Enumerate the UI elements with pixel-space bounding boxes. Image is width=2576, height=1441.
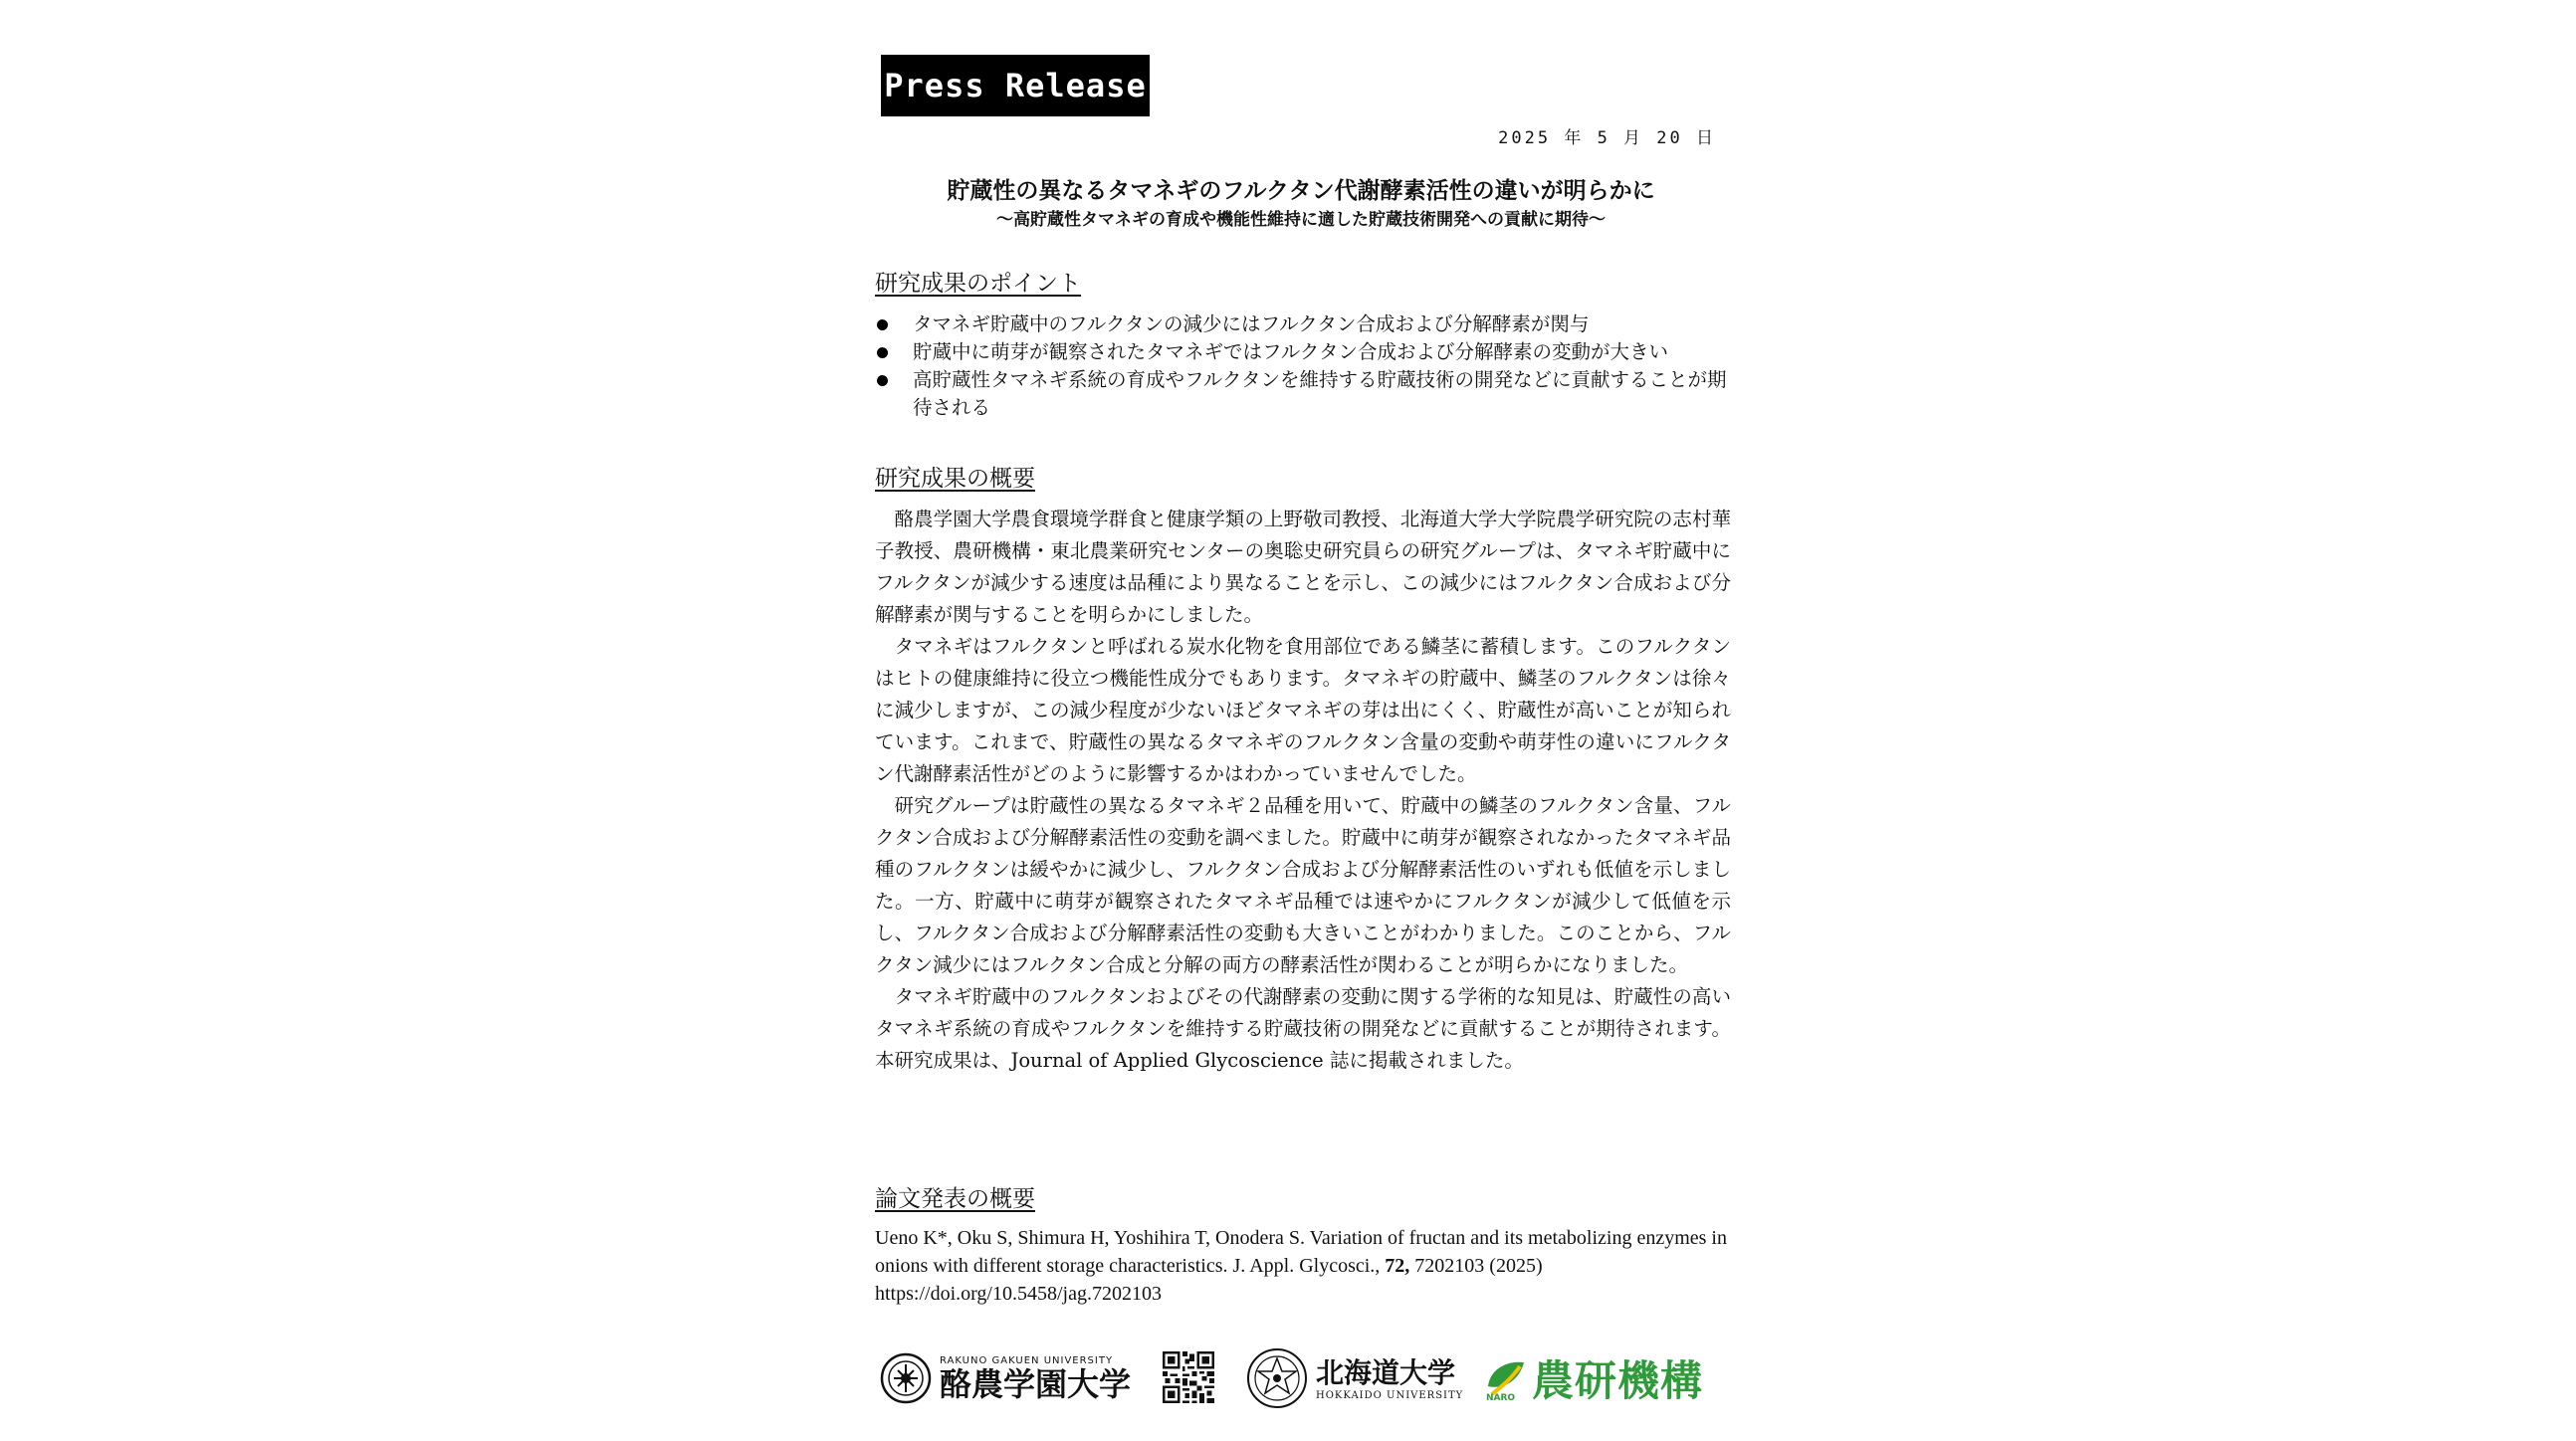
page-title: 貯蔵性の異なるタマネギのフルクタン代謝酵素活性の違いが明らかに [947, 178, 1655, 204]
citation-text: Ueno K*, Oku S, Shimura H, Yoshihira T, Onodera S. Variation of fructan and its metabolizing enzymes in onions with different storage characteristics. J. Appl. Glycosci., [875, 1227, 1727, 1277]
logo-strip [870, 1345, 1732, 1415]
naro-jp-name: 農研機構 [1532, 1356, 1704, 1405]
publication-heading: 論文発表の概要 [875, 1186, 1035, 1212]
bullet-icon [877, 319, 888, 330]
summary-heading: 研究成果の概要 [875, 466, 1035, 492]
citation-volume: 72, [1385, 1255, 1410, 1277]
rakuno-emblem-icon [880, 1352, 932, 1404]
summary-paragraph: 酪農学園大学農食環境学群食と健康学類の上野敬司教授、北海道大学大学院農学研究院の志村華子教授、農研機構・東北農業研究センターの奥聡史研究員らの研究グループは、タマネギ貯蔵中にフルクタンが減少する速度は品種により異なることを示し、この減少にはフルクタン合成および分解酵素が関与することを明らかにしました。 [875, 508, 1731, 626]
summary-paragraph: タマネギはフルクタンと呼ばれる炭水化物を食用部位である鱗茎に蓄積します。このフルクタンはヒトの健康維持に役立つ機能性成分でもあります。タマネギの貯蔵中、鱗茎のフルクタンは徐々に減少しますが、この減少程度が少ないほどタマネギの芽は出にくく、貯蔵性が高いことが知られています。これまで、貯蔵性の異なるタマネギのフルクタン含量の変動や萌芽性の違いにフルクタン代謝酵素活性がどのように影響するかはわかっていませんでした。 [875, 635, 1731, 785]
citation [875, 1224, 1731, 1308]
press-release-page [870, 0, 1732, 1441]
naro-abbrev: NARO [1486, 1393, 1516, 1403]
page-subtitle: ～高貯蔵性タマネギの育成や機能性維持に適した貯蔵技術開発への貢献に期待～ [996, 210, 1606, 230]
point-text: タマネギ貯蔵中のフルクタンの減少にはフルクタン合成および分解酵素が関与 [913, 312, 1590, 335]
rakuno-en-name: RAKUNO GAKUEN UNIVERSITY [940, 1354, 1114, 1366]
points-list [875, 310, 1731, 422]
summary-paragraph: 研究グループは貯蔵性の異なるタマネギ２品種を用いて、貯蔵中の鱗茎のフルクタン含量、フルクタン合成および分解酵素活性の変動を調べました。貯蔵中に萌芽が観察されなかったタマネギ品種のフルクタンは緩やかに減少し、フルクタン合成および分解酵素活性のいずれも低値を示しました。一方、貯蔵中に萌芽が観察されたタマネギ品種では速やかにフルクタンが減少して低値を示し、フルクタン合成および分解酵素活性の変動も大きいことがわかりました。このことから、フルクタン減少にはフルクタン合成と分解の両方の酵素活性が関わることが明らかになりました。 [875, 794, 1731, 976]
naro-logo [1484, 1345, 1703, 1411]
press-release-banner: Press Release [881, 55, 1150, 116]
citation-pages: 7202103 (2025) [1409, 1255, 1543, 1277]
qr-code-icon[interactable] [1163, 1351, 1214, 1403]
list-item [875, 338, 1731, 366]
hokudai-logo [1246, 1345, 1463, 1411]
hokudai-jp-name: 北海道大学 [1316, 1355, 1456, 1389]
bullet-icon [877, 347, 888, 358]
rakuno-logo [880, 1345, 1131, 1411]
doi-link[interactable]: https://doi.org/10.5458/jag.7202103 [875, 1283, 1162, 1305]
release-date: 2025 年 5 月 20 日 [1498, 128, 1716, 148]
bullet-icon [877, 375, 888, 386]
summary-body [875, 504, 1731, 1077]
point-text: 貯蔵中に萌芽が観察されたタマネギではフルクタン合成および分解酵素の変動が大きい [913, 340, 1668, 363]
list-item [875, 366, 1731, 422]
list-item [875, 310, 1731, 338]
rakuno-jp-name: 酪農学園大学 [940, 1364, 1132, 1403]
hokudai-emblem-icon [1246, 1347, 1308, 1409]
point-text: 高貯蔵性タマネギ系統の育成やフルクタンを維持する貯蔵技術の開発などに貢献することが期待される [913, 368, 1727, 419]
summary-paragraph: タマネギ貯蔵中のフルクタンおよびその代謝酵素の変動に関する学術的な知見は、貯蔵性の高いタマネギ系統の育成やフルクタンを維持する貯蔵技術の開発などに貢献することが期待されます。本研究成果は、Journal of Applied Glycoscience 誌に掲載されました。 [875, 985, 1731, 1072]
hokudai-en-name: HOKKAIDO UNIVERSITY [1316, 1389, 1464, 1401]
points-heading: 研究成果のポイント [875, 271, 1081, 297]
